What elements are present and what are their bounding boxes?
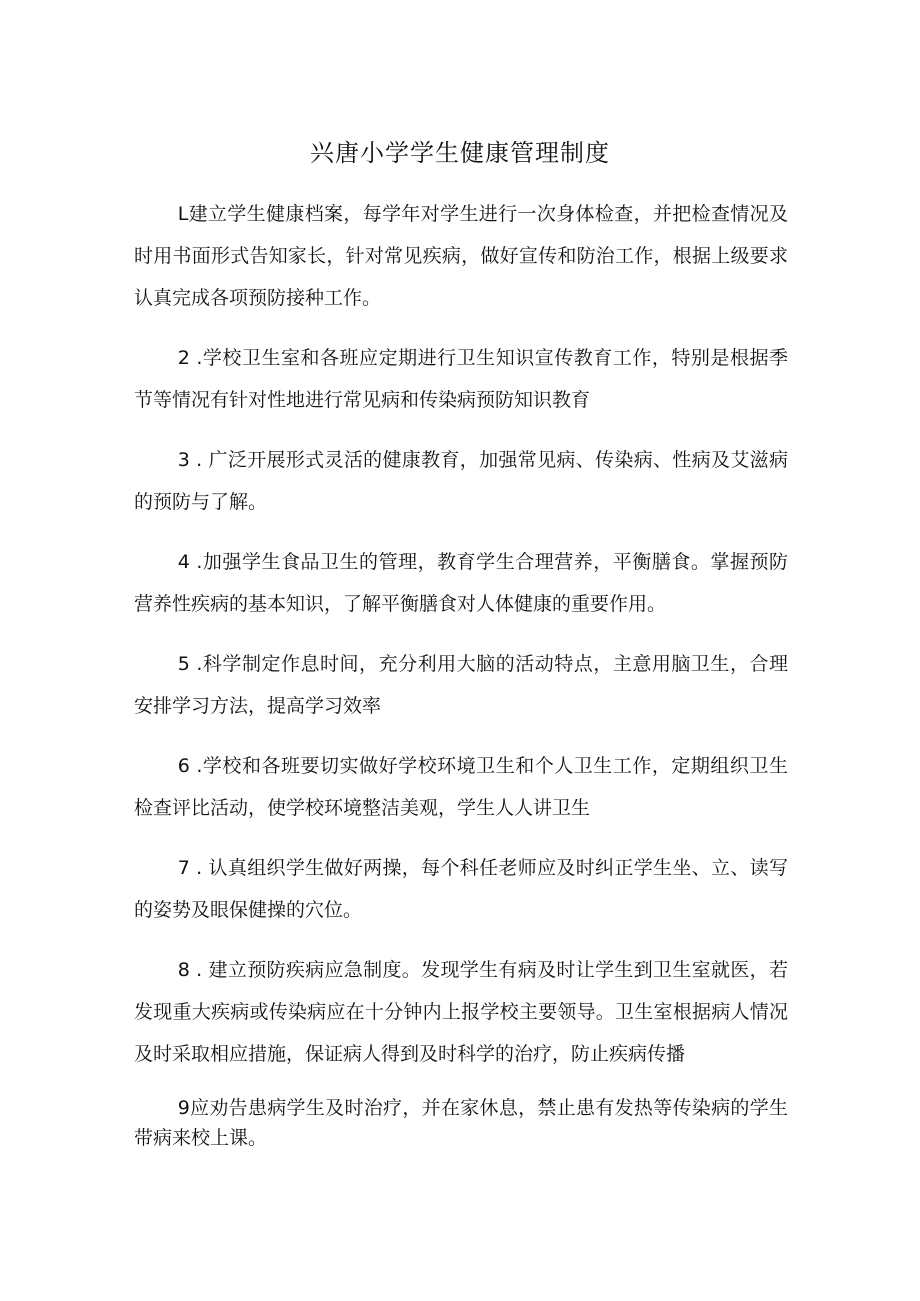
paragraph-9: 9应劝告患病学生及时治疗，并在家休息，禁止患有发热等传染病的学生带病来校上课。 xyxy=(134,1097,788,1149)
paragraph-3: 3 . 广泛开展形式灵活的健康教育，加强常见病、传染病、性病及艾滋病的预防与了解。 xyxy=(134,449,788,513)
paragraph-1: L建立学生健康档案，每学年对学生进行一次身体检查，并把检查情况及时用书面形式告知家长，针对常见疾病，做好宣传和防治工作，根据上级要求认真完成各项预防接种工作。 xyxy=(134,203,788,309)
paragraph-4: 4 .加强学生食品卫生的管理，教育学生合理营养，平衡膳食。掌握预防营养性疾病的基本知识，了解平衡膳食对人体健康的重要作用。 xyxy=(134,551,788,615)
paragraph-8: 8 . 建立预防疾病应急制度。发现学生有病及时让学生到卫生室就医，若发现重大疾病或传染病应在十分钟内上报学校主要领导。卫生室根据病人情况及时采取相应措施，保证病人得到及时科学的治疗，防止疾病传播 xyxy=(134,959,788,1065)
paragraph-6: 6 .学校和各班要切实做好学校环境卫生和个人卫生工作，定期组织卫生检查评比活动，使学校环境整洁美观，学生人人讲卫生 xyxy=(134,755,788,819)
paragraph-2: 2 .学校卫生室和各班应定期进行卫生知识宣传教育工作，特别是根据季节等情况有针对性地进行常见病和传染病预防知识教育 xyxy=(134,347,788,411)
document-body xyxy=(134,193,788,1171)
document-title: 兴唐小学学生健康管理制度 xyxy=(310,139,610,167)
paragraph-5: 5 .科学制定作息时间，充分利用大脑的活动特点，主意用脑卫生，合理安排学习方法，提高学习效率 xyxy=(134,653,788,717)
paragraph-7: 7 . 认真组织学生做好两操，每个科任老师应及时纠正学生坐、立、读写的姿势及眼保健操的穴位。 xyxy=(134,857,788,921)
